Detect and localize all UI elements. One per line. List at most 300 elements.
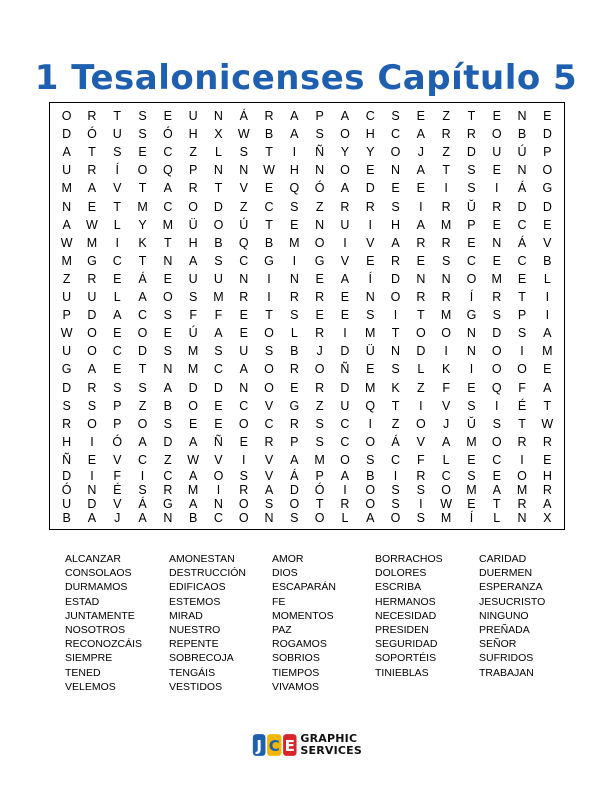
grid-letter: G [542, 181, 553, 196]
grid-letter: G [314, 253, 325, 268]
grid-letter: D [213, 380, 223, 395]
grid-letter: T [442, 163, 450, 178]
word-list-item: FE [272, 595, 286, 608]
grid-letter: A [416, 163, 425, 178]
word-list-item: SIEMPRE [65, 652, 113, 665]
grid-letter: E [391, 181, 400, 196]
word-list [65, 552, 565, 694]
word-list-item: EDIFICAOS [169, 581, 226, 594]
grid-letter: S [239, 469, 248, 483]
grid-letter: S [467, 181, 476, 196]
grid-letter: C [239, 253, 249, 268]
grid-letter: I [368, 416, 372, 431]
grid-letter: E [163, 271, 172, 286]
grid-letter: O [466, 271, 477, 286]
grid-letter: E [113, 326, 122, 341]
grid-letter: V [340, 253, 350, 268]
grid-letter: I [343, 326, 347, 341]
grid-letter: S [391, 109, 400, 124]
logo-mark-e: E [284, 736, 295, 755]
grid-letter: T [138, 181, 147, 196]
grid-letter: R [441, 127, 451, 142]
grid-letter: Ó [314, 483, 325, 497]
grid-letter: D [365, 181, 375, 196]
grid-letter: V [239, 181, 248, 196]
grid-letter: Á [239, 109, 248, 124]
grid-letter: T [518, 416, 526, 431]
grid-letter: V [441, 398, 451, 413]
grid-letter: I [444, 181, 448, 196]
grid-letter: S [391, 483, 400, 497]
grid-letter: C [138, 452, 148, 467]
grid-letter: O [213, 217, 224, 232]
grid-letter: M [440, 308, 452, 323]
word-list-item: SEÑOR [479, 638, 517, 651]
grid-letter: E [543, 109, 552, 124]
grid-letter: O [213, 469, 224, 483]
grid-letter: M [162, 217, 174, 232]
word-list-item: SUFRIDOS [479, 652, 534, 665]
logo-line-graphic: GRAPHIC [300, 732, 358, 745]
grid-letter: E [492, 217, 501, 232]
grid-letter: E [340, 290, 350, 305]
grid-letter: D [289, 483, 299, 497]
grid-letter: L [417, 362, 425, 377]
grid-letter: N [466, 326, 476, 341]
grid-letter: A [188, 434, 198, 449]
grid-letter: O [542, 163, 553, 178]
grid-letter: D [213, 199, 223, 214]
word-column [375, 552, 479, 694]
grid-letter: S [163, 344, 172, 359]
grid-letter: N [239, 380, 249, 395]
grid-letter: R [87, 380, 97, 395]
grid-letter: T [138, 362, 147, 377]
grid-letter: H [188, 235, 198, 250]
grid-letter: K [441, 362, 451, 377]
grid-letter: Ñ [213, 434, 223, 449]
grid-letter: C [492, 452, 502, 467]
grid-letter: I [520, 452, 524, 467]
grid-letter: I [368, 217, 372, 232]
grid-letter: S [239, 145, 248, 160]
jce-logo-icon [252, 730, 297, 760]
grid-letter: N [213, 163, 223, 178]
grid-letter: H [289, 163, 299, 178]
grid-letter: Q [238, 235, 249, 250]
grid-letter: S [290, 308, 299, 323]
grid-letter: M [187, 483, 199, 497]
word-list-item: DIOS [272, 567, 298, 580]
grid-letter: J [417, 145, 424, 160]
grid-letter: D [466, 145, 476, 160]
grid-letter: M [213, 290, 224, 305]
grid-letter: A [264, 483, 274, 497]
grid-letter: Z [417, 380, 425, 395]
grid-letter: B [264, 235, 274, 250]
grid-letter: U [112, 127, 122, 142]
grid-letter: S [214, 253, 223, 268]
grid-letter: D [391, 271, 401, 286]
grid-letter: A [214, 326, 223, 341]
word-list-item: PRESIDEN [375, 624, 429, 637]
grid-letter: R [340, 497, 350, 511]
grid-letter: A [340, 271, 350, 286]
grid-letter: O [340, 127, 350, 142]
grid-letter: R [289, 416, 299, 431]
grid-letter: O [238, 511, 249, 525]
grid-letter: S [441, 253, 451, 268]
grid-letter: F [518, 380, 526, 395]
grid-letter: A [188, 497, 198, 511]
grid-letter: L [341, 511, 349, 525]
grid-letter: Ó [314, 181, 325, 196]
grid-letter: I [495, 398, 499, 413]
grid-letter: R [441, 199, 451, 214]
grid-letter: X [214, 127, 223, 142]
grid-letter: D [62, 380, 72, 395]
grid-letter: Á [138, 271, 147, 286]
word-list-item: BORRACHOS [375, 553, 443, 565]
grid-letter: E [467, 497, 476, 511]
grid-letter: N [163, 511, 173, 525]
grid-letter: H [542, 469, 552, 483]
grid-letter: Z [138, 398, 147, 413]
grid-letter: I [343, 235, 347, 250]
grid-letter: N [62, 199, 72, 214]
grid-letter: A [113, 308, 122, 323]
grid-letter: Ü [365, 344, 375, 359]
grid-letter: A [416, 127, 425, 142]
grid-letter: G [289, 398, 300, 413]
grid-letter: M [289, 235, 300, 250]
grid-letter: E [163, 326, 172, 341]
grid-letter: R [517, 497, 527, 511]
grid-letter: R [289, 362, 299, 377]
grid-letter: M [542, 344, 553, 359]
grid-letter: É [113, 483, 122, 497]
grid-letter: O [188, 398, 198, 413]
grid-letter: I [419, 398, 423, 413]
grid-letter: C [365, 109, 375, 124]
word-list-item: NINGUNO [479, 609, 529, 622]
grid-letter: B [214, 235, 223, 250]
grid-letter: T [113, 199, 122, 214]
grid-letter: R [391, 253, 401, 268]
grid-letter: L [214, 145, 222, 160]
grid-letter: C [138, 308, 148, 323]
grid-letter: I [90, 469, 94, 483]
grid-letter: C [213, 362, 223, 377]
grid-letter: V [264, 398, 274, 413]
grid-letter: D [87, 308, 97, 323]
grid-letter: O [491, 362, 502, 377]
grid-letter: A [290, 127, 299, 142]
grid-letter: S [138, 380, 147, 395]
grid-letter: R [315, 290, 325, 305]
grid-letter: F [442, 380, 450, 395]
grid-letter: O [415, 416, 426, 431]
grid-letter: R [517, 434, 527, 449]
grid-letter: G [61, 362, 72, 377]
grid-letter: R [87, 163, 97, 178]
grid-letter: A [340, 109, 350, 124]
grid-letter: C [264, 416, 274, 431]
grid-letter: U [87, 290, 97, 305]
grid-letter: E [214, 416, 223, 431]
word-list-item: RECONOZCÁIS [65, 638, 143, 651]
publisher-logo [252, 728, 362, 762]
grid-letter: D [62, 127, 72, 142]
grid-letter: U [62, 290, 72, 305]
grid-letter: R [416, 235, 426, 250]
word-list-item: DOLORES [375, 567, 427, 580]
grid-letter: O [314, 511, 325, 525]
grid-letter: N [492, 235, 502, 250]
grid-letter: W [440, 497, 453, 511]
grid-letter: O [365, 483, 376, 497]
grid-letter: A [441, 434, 451, 449]
grid-letter: T [113, 109, 122, 124]
grid-letter: H [365, 127, 375, 142]
grid-letter: N [239, 271, 249, 286]
word-list-item: SOBRIOS [272, 652, 320, 665]
grid-letter: M [314, 452, 325, 467]
word-list-item: TIEMPOS [272, 666, 320, 679]
grid-letter: E [340, 308, 350, 323]
grid-letter: R [87, 109, 97, 124]
grid-letter: I [545, 290, 550, 305]
grid-letter: S [517, 326, 527, 341]
grid-letter: I [90, 434, 94, 449]
grid-letter: E [188, 416, 198, 431]
grid-letter: Í [469, 511, 474, 525]
grid-letter: D [87, 497, 97, 511]
grid-letter: Z [442, 145, 450, 160]
grid-letter: O [365, 434, 376, 449]
word-list-item: DESTRUCCIÓN [169, 567, 247, 580]
grid-letter: S [315, 416, 324, 431]
grid-letter: S [366, 308, 375, 323]
grid-letter: E [239, 326, 248, 341]
grid-letter: E [315, 308, 324, 323]
grid-letter: O [314, 235, 325, 250]
grid-letter: R [315, 326, 325, 341]
grid-letter: I [495, 181, 499, 196]
grid-letter: B [366, 469, 375, 483]
grid-letter: E [366, 362, 375, 377]
word-list-item: HERMANOS [375, 595, 436, 608]
grid-letter: W [60, 326, 73, 341]
grid-letter: V [113, 181, 122, 196]
logo-mark-j: J [256, 736, 262, 755]
grid-letter: U [340, 217, 350, 232]
grid-letter: P [62, 308, 71, 323]
grid-letter: I [115, 235, 119, 250]
grid-letter: A [340, 181, 350, 196]
grid-letter: F [113, 469, 122, 483]
grid-letter: W [60, 235, 73, 250]
grid-letter: V [264, 469, 274, 483]
grid-letter: P [543, 145, 552, 160]
grid-letter: S [391, 497, 400, 511]
grid-letter: P [517, 308, 527, 323]
grid-letter: R [264, 109, 274, 124]
grid-letter: P [188, 163, 198, 178]
page-title: 1 Tesalonicenses Capítulo 5 [34, 58, 578, 98]
grid-letter: K [138, 235, 147, 250]
grid-letter: A [366, 511, 375, 525]
grid-letter: S [163, 416, 172, 431]
grid-letter: N [213, 497, 223, 511]
word-list-item: ESTEMOS [169, 595, 221, 608]
grid-letter: S [315, 127, 324, 142]
grid-letter: T [265, 308, 273, 323]
grid-letter: A [62, 217, 71, 232]
grid-letter: C [391, 452, 401, 467]
grid-letter: A [391, 235, 400, 250]
grid-letter: E [543, 217, 552, 232]
grid-letter: T [518, 290, 526, 305]
word-list-item: VESTIDOS [169, 680, 223, 693]
grid-letter: R [466, 127, 476, 142]
grid-letter: O [491, 344, 502, 359]
grid-letter: E [290, 217, 299, 232]
grid-letter: T [543, 398, 552, 413]
grid-letter: O [264, 362, 274, 377]
grid-letter: J [443, 416, 450, 431]
grid-letter: I [267, 271, 271, 286]
grid-letter: O [415, 326, 426, 341]
grid-letter: I [216, 483, 221, 497]
grid-letter: I [444, 344, 448, 359]
grid-letter: A [340, 469, 350, 483]
grid-letter: L [290, 326, 298, 341]
grid-letter: D [517, 199, 527, 214]
grid-letter: E [239, 308, 248, 323]
grid-letter: P [467, 217, 476, 232]
word-column [272, 552, 375, 694]
grid-letter: C [391, 127, 401, 142]
grid-letter: H [62, 434, 72, 449]
grid-letter: Í [469, 290, 474, 305]
grid-letter: U [188, 109, 198, 124]
grid-letter: N [365, 290, 375, 305]
grid-letter: S [391, 362, 400, 377]
grid-letter: W [541, 416, 554, 431]
grid-letter: N [517, 511, 527, 525]
grid-letter: Z [164, 452, 172, 467]
grid-letter: Z [442, 109, 450, 124]
grid-letter: Á [391, 434, 400, 449]
grid-letter: D [163, 434, 173, 449]
grid-letter: E [214, 398, 223, 413]
word-list-item: JUNTAMENTE [65, 609, 135, 622]
grid-letter: R [62, 416, 72, 431]
grid-letter: N [163, 362, 173, 377]
grid-letter: B [62, 511, 71, 525]
grid-letter: G [87, 253, 97, 268]
grid-letter: Z [391, 416, 400, 431]
grid-letter: I [545, 308, 550, 323]
grid-letter: E [366, 163, 375, 178]
grid-letter: É [517, 398, 527, 413]
grid-letter: V [416, 434, 425, 449]
grid-letter: M [61, 253, 72, 268]
grid-letter: C [112, 253, 122, 268]
grid-letter: Y [138, 217, 147, 232]
grid-letter: Ñ [62, 452, 72, 467]
grid-letter: Ú [188, 326, 198, 341]
grid-letter: A [290, 452, 299, 467]
word-list-item: AMONESTAN [169, 553, 235, 565]
grid-letter: T [265, 217, 273, 232]
grid-letter: L [113, 290, 121, 305]
grid-letter: Q [491, 380, 502, 395]
grid-letter: S [416, 511, 425, 525]
grid-letter: S [416, 483, 425, 497]
word-column [169, 552, 272, 694]
word-list-item: MOMENTOS [272, 609, 334, 622]
grid-letter: M [187, 362, 199, 377]
grid-letter: Ó [61, 483, 72, 497]
grid-letter: T [138, 253, 147, 268]
grid-letter: D [340, 380, 350, 395]
grid-letter: A [87, 181, 97, 196]
word-list-item: TRABAJAN [479, 666, 534, 679]
grid-letter: R [289, 290, 299, 305]
grid-letter: G [466, 308, 477, 323]
grid-letter: O [517, 469, 527, 483]
grid-letter: O [314, 362, 325, 377]
logo-mark-c: C [268, 736, 280, 755]
logo-line-services: SERVICES [300, 744, 362, 757]
grid-letter: S [467, 469, 476, 483]
grid-letter: S [188, 290, 198, 305]
grid-letter: M [365, 326, 376, 341]
word-list-item: PAZ [272, 624, 292, 637]
grid-letter: Ñ [340, 362, 350, 377]
grid-letter: I [393, 469, 398, 483]
grid-letter: E [416, 253, 425, 268]
grid-letter: T [88, 145, 96, 160]
grid-letter: G [162, 497, 173, 511]
grid-letter: Á [517, 235, 527, 250]
grid-letter: D [542, 199, 552, 214]
word-search-grid [49, 102, 565, 530]
grid-letter: D [340, 344, 350, 359]
grid-letter: R [188, 181, 198, 196]
grid-letter: O [188, 199, 198, 214]
grid-letter: A [163, 181, 172, 196]
grid-letter: O [238, 416, 249, 431]
grid-letter: N [441, 271, 451, 286]
grid-letter: Q [289, 181, 300, 196]
grid-letter: A [543, 380, 552, 395]
grid-letter: A [163, 380, 172, 395]
grid-letter: C [466, 253, 476, 268]
grid-letter: T [467, 109, 476, 124]
grid-letter: S [290, 199, 299, 214]
grid-letter: Z [315, 199, 324, 214]
grid-letter: I [267, 290, 271, 305]
grid-letter: R [340, 199, 350, 214]
grid-letter: A [62, 145, 71, 160]
grid-letter: B [517, 127, 527, 142]
grid-letter: M [440, 511, 452, 525]
grid-letter: S [492, 308, 501, 323]
grid-letter: O [491, 434, 502, 449]
